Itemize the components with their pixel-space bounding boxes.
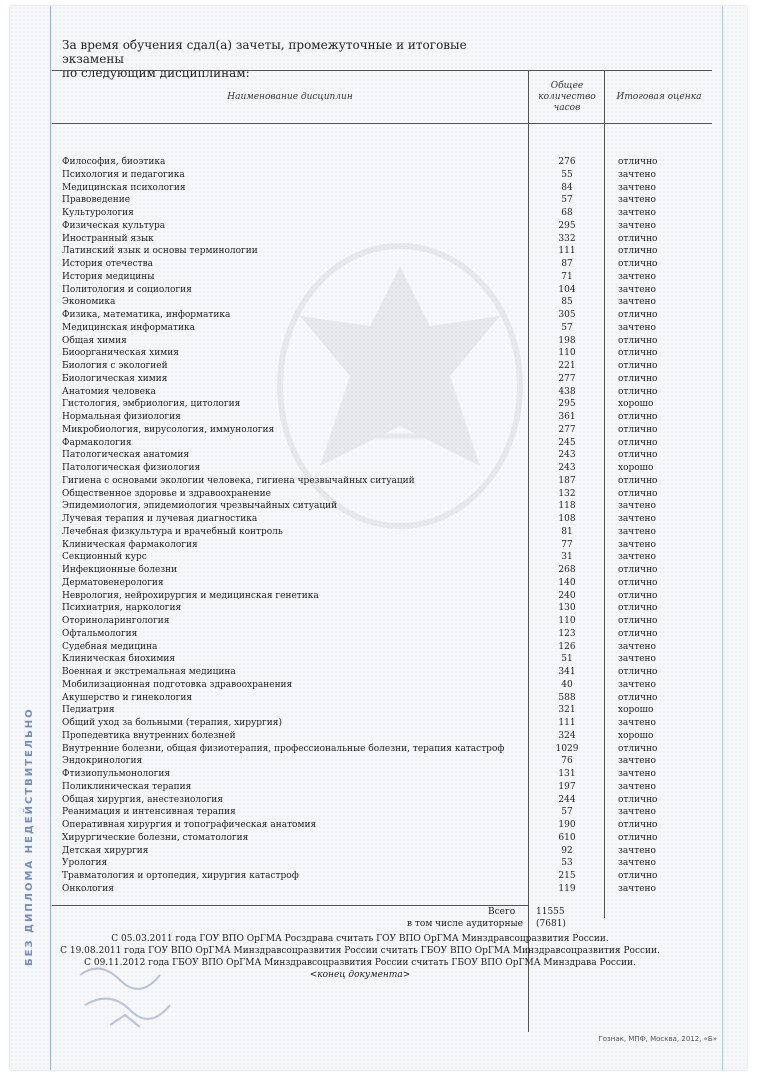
discipline-name: Общий уход за больными (терапия, хирургия): [62, 718, 282, 728]
table-row: [52, 335, 712, 348]
table-row: [52, 475, 712, 488]
auditory-value: (7681): [536, 919, 566, 929]
discipline-name: Патологическая физиология: [62, 463, 201, 473]
note-line-2: С 19.08.2011 года ГОУ ВПО ОрГМА Минздравсоцразвития России считать ГБОУ ВПО ОрГМА Минздравсоцразвития России.: [60, 946, 660, 956]
heading-line-1: За время обучения сдал(а) зачеты, промежуточные и итоговые экзамены: [62, 38, 467, 66]
discipline-grade: отлично: [618, 310, 658, 320]
table-row: [52, 806, 712, 819]
discipline-name: Онкология: [62, 883, 114, 894]
discipline-hours: 57: [561, 322, 573, 333]
discipline-hours: 295: [558, 399, 576, 410]
table-row: [52, 322, 712, 335]
discipline-name: Медицинская психология: [62, 182, 186, 193]
discipline-hours: 130: [558, 603, 576, 614]
discipline-hours: 53: [561, 858, 573, 869]
discipline-name: Урология: [62, 858, 108, 869]
discipline-hours: 198: [558, 335, 576, 346]
discipline-hours: 197: [558, 781, 576, 792]
table-row: [52, 768, 712, 781]
discipline-hours: 51: [561, 654, 573, 665]
discipline-hours: 110: [558, 348, 576, 359]
table-row: [52, 526, 712, 539]
table-row: [52, 182, 712, 195]
discipline-name: Латинский язык и основы терминологии: [62, 246, 258, 257]
discipline-hours: 588: [558, 692, 576, 703]
discipline-name: Общая химия: [62, 335, 127, 346]
table-bottom-line: [52, 905, 528, 906]
discipline-hours: 221: [558, 361, 576, 371]
discipline-name: Микробиология, вирусология, иммунология: [62, 424, 275, 435]
discipline-hours: 277: [558, 373, 576, 384]
discipline-name: Мобилизационная подготовка здравоохранения: [62, 679, 293, 690]
discipline-grade: зачтено: [618, 769, 656, 779]
discipline-grade: отлично: [618, 820, 658, 830]
table-row: [52, 245, 712, 258]
discipline-name: Акушерство и гинекология: [62, 692, 193, 703]
discipline-hours: 31: [561, 552, 573, 563]
table-row: [52, 398, 712, 411]
discipline-name: Гигиена с основами экологии человека, гигиена чрезвычайных ситуаций: [62, 475, 415, 486]
table-row: [52, 819, 712, 832]
discipline-grade: хорошо: [618, 463, 654, 473]
table-row: [52, 870, 712, 883]
table-row: [52, 551, 712, 564]
table-row: [52, 500, 712, 513]
discipline-hours: 1029: [555, 743, 579, 754]
discipline-hours: 118: [558, 501, 576, 512]
discipline-grade: зачтено: [618, 182, 656, 193]
discipline-hours: 68: [561, 208, 573, 218]
discipline-grade: зачтено: [618, 679, 656, 690]
discipline-grade: отлично: [618, 412, 658, 422]
table-row: [52, 577, 712, 590]
table-row: [52, 411, 712, 424]
discipline-grade: зачтено: [618, 501, 656, 512]
discipline-name: Судебная медицина: [62, 641, 158, 652]
table-row: [52, 755, 712, 768]
discipline-hours: 245: [558, 437, 576, 448]
discipline-grade: зачтено: [618, 195, 656, 206]
discipline-name: Клиническая фармакология: [62, 539, 198, 550]
discipline-grade: зачтено: [618, 807, 656, 818]
discipline-hours: 119: [558, 883, 576, 894]
discipline-grade: отлично: [618, 361, 658, 371]
column-header-name: Наименование дисциплин: [227, 91, 353, 102]
discipline-hours: 81: [561, 526, 573, 537]
table-row: [52, 692, 712, 705]
table-body: [52, 156, 712, 896]
discipline-grade: отлично: [618, 667, 658, 677]
table-row: [52, 730, 712, 743]
table-row: [52, 194, 712, 207]
discipline-name: Оперативная хирургия и топографическая анатомия: [62, 820, 317, 830]
discipline-hours: 243: [558, 463, 576, 473]
table-row: [52, 653, 712, 666]
end-of-document: <конец документа>: [309, 970, 411, 980]
table-row: [52, 271, 712, 284]
table-row: [52, 743, 712, 756]
discipline-grade: отлично: [618, 335, 658, 346]
discipline-name: Поликлиническая терапия: [62, 781, 192, 792]
table-row: [52, 449, 712, 462]
discipline-hours: 76: [561, 756, 573, 767]
discipline-name: Физическая культура: [62, 220, 166, 231]
discipline-name: Травматология и ортопедия, хирургия катастроф: [62, 871, 299, 881]
discipline-hours: 321: [558, 705, 576, 716]
discipline-hours: 187: [558, 475, 576, 486]
discipline-name: Эндокринология: [62, 756, 143, 767]
discipline-grade: зачтено: [618, 514, 656, 524]
discipline-grade: зачтено: [618, 552, 656, 563]
total-label: Всего: [488, 907, 516, 917]
discipline-grade: зачтено: [618, 271, 656, 282]
table-row: [52, 207, 712, 220]
discipline-hours: 215: [558, 871, 576, 881]
discipline-grade: отлично: [618, 577, 658, 588]
discipline-name: Внутренние болезни, общая физиотерапия, профессиональные болезни, терапия катастроф: [62, 743, 505, 754]
discipline-hours: 132: [558, 488, 576, 499]
table-row: [52, 857, 712, 870]
discipline-name: Общая хирургия, анестезиология: [62, 794, 223, 805]
discipline-name: Хирургические болезни, стоматология: [62, 832, 249, 843]
discipline-name: Лучевая терапия и лучевая диагностика: [62, 514, 258, 524]
side-strip-text: БЕЗ ДИПЛОМА НЕДЕЙСТВИТЕЛЬНО: [24, 707, 35, 966]
table-row: [52, 233, 712, 246]
discipline-name: Психиатрия, наркология: [62, 603, 182, 614]
table-row: [52, 156, 712, 169]
discipline-grade: отлично: [618, 871, 658, 881]
discipline-hours: 610: [558, 832, 576, 843]
table-row: [52, 781, 712, 794]
discipline-name: Дерматовенерология: [62, 577, 164, 588]
discipline-hours: 324: [558, 730, 576, 741]
right-security-strip: [722, 6, 733, 1070]
discipline-grade: зачтено: [618, 756, 656, 767]
discipline-name: Неврология, нейрохирургия и медицинская генетика: [62, 590, 319, 601]
discipline-hours: 305: [558, 310, 576, 320]
discipline-hours: 243: [558, 450, 576, 461]
table-row: [52, 258, 712, 271]
discipline-grade: отлично: [618, 246, 658, 257]
table-row: [52, 488, 712, 501]
table-row: [52, 424, 712, 437]
discipline-grade: зачтено: [618, 220, 656, 231]
discipline-grade: зачтено: [618, 284, 656, 295]
discipline-grade: хорошо: [618, 399, 654, 410]
table-row: [52, 564, 712, 577]
discipline-grade: зачтено: [618, 858, 656, 869]
discipline-hours: 111: [558, 718, 576, 728]
discipline-grade: отлично: [618, 565, 658, 575]
table-row: [52, 832, 712, 845]
discipline-name: Психология и педагогика: [62, 169, 185, 180]
left-security-strip: [36, 6, 51, 1070]
discipline-grade: отлично: [618, 743, 658, 754]
discipline-grade: отлично: [618, 603, 658, 614]
discipline-grade: зачтено: [618, 297, 656, 308]
table-row: [52, 360, 712, 373]
discipline-hours: 110: [558, 616, 576, 626]
discipline-name: Детская хирургия: [62, 845, 149, 856]
discipline-name: Лечебная физкультура и врачебный контроль: [62, 526, 283, 537]
discipline-grade: отлично: [618, 628, 658, 639]
total-value: 11555: [536, 907, 565, 917]
table-row: [52, 883, 712, 896]
discipline-name: Философия, биоэтика: [62, 157, 166, 167]
discipline-hours: 438: [558, 386, 576, 397]
discipline-grade: зачтено: [618, 883, 656, 894]
discipline-hours: 108: [558, 514, 576, 524]
discipline-grade: отлично: [618, 373, 658, 384]
discipline-hours: 126: [558, 641, 576, 652]
discipline-name: Иностранный язык: [62, 233, 154, 244]
auditory-label: в том числе аудиторные: [407, 919, 523, 929]
discipline-name: Эпидемиология, эпидемиология чрезвычайных ситуаций: [62, 501, 338, 512]
discipline-grade: отлично: [618, 450, 658, 461]
discipline-grade: зачтено: [618, 169, 656, 180]
note-line-1: С 05.03.2011 года ГОУ ВПО ОрГМА Росздрава считать ГОУ ВПО ОрГМА Минздравсоцразвития России.: [111, 934, 609, 944]
table-row: [52, 666, 712, 679]
discipline-grade: зачтено: [618, 718, 656, 728]
discipline-hours: 85: [561, 297, 573, 308]
discipline-grade: зачтено: [618, 781, 656, 792]
table-row: [52, 717, 712, 730]
table-row: [52, 169, 712, 182]
table-row: [52, 513, 712, 526]
table-row: [52, 845, 712, 858]
table-row: [52, 437, 712, 450]
discipline-grade: отлично: [618, 475, 658, 486]
discipline-hours: 84: [561, 182, 573, 193]
table-row: [52, 602, 712, 615]
discipline-name: Физика, математика, информатика: [62, 310, 231, 320]
discipline-grade: отлично: [618, 832, 658, 843]
discipline-grade: зачтено: [618, 208, 656, 218]
discipline-name: Офтальмология: [62, 628, 138, 639]
discipline-name: Военная и экстремальная медицина: [62, 667, 236, 677]
discipline-name: Реанимация и интенсивная терапия: [62, 807, 236, 818]
table-row: [52, 679, 712, 692]
table-row: [52, 704, 712, 717]
heading-line-2: по следующим дисциплинам:: [62, 66, 250, 80]
discipline-hours: 92: [561, 845, 573, 856]
discipline-grade: отлично: [618, 424, 658, 435]
table-row: [52, 220, 712, 233]
discipline-hours: 57: [561, 807, 573, 818]
discipline-name: Оториноларингология: [62, 616, 170, 626]
discipline-hours: 190: [558, 820, 576, 830]
table-header-row: [52, 70, 712, 124]
discipline-grade: зачтено: [618, 526, 656, 537]
discipline-grade: отлично: [618, 386, 658, 397]
discipline-hours: 104: [558, 284, 576, 295]
table-row: [52, 296, 712, 309]
discipline-grade: отлично: [618, 692, 658, 703]
discipline-name: Клиническая биохимия: [62, 654, 176, 665]
table-row: [52, 373, 712, 386]
discipline-grade: отлично: [618, 233, 658, 244]
discipline-hours: 77: [561, 539, 573, 550]
discipline-hours: 131: [558, 769, 576, 779]
discipline-hours: 268: [558, 565, 576, 575]
discipline-grade: хорошо: [618, 730, 654, 741]
discipline-grade: отлично: [618, 157, 658, 167]
column-header-grade: Итоговая оценка: [604, 71, 713, 123]
discipline-grade: отлично: [618, 794, 658, 805]
discipline-name: Экономика: [62, 297, 116, 308]
discipline-name: Биология с экологией: [62, 361, 168, 371]
discipline-grade: отлично: [618, 488, 658, 499]
discipline-hours: 244: [558, 794, 576, 805]
discipline-grade: зачтено: [618, 539, 656, 550]
discipline-grade: отлично: [618, 259, 658, 269]
footer-imprint: Гознак, МПФ, Москва, 2012, «Б»: [598, 1035, 717, 1043]
discipline-grade: зачтено: [618, 322, 656, 333]
discipline-name: Патологическая анатомия: [62, 450, 190, 461]
discipline-hours: 55: [561, 169, 573, 180]
table-row: [52, 309, 712, 322]
discipline-hours: 57: [561, 195, 573, 206]
discipline-grade: зачтено: [618, 654, 656, 665]
discipline-grade: зачтено: [618, 641, 656, 652]
discipline-name: Секционный курс: [62, 552, 147, 563]
discipline-name: Фармакология: [62, 437, 132, 448]
discipline-name: Медицинская информатика: [62, 322, 195, 333]
discipline-name: Биологическая химия: [62, 373, 168, 384]
discipline-name: История отечества: [62, 259, 154, 269]
discipline-name: Фтизиопульмонология: [62, 769, 171, 779]
discipline-hours: 40: [561, 679, 573, 690]
note-line-3: С 09.11.2012 года ГБОУ ВПО ОрГМА Минздравсоцразвития России считать ГБОУ ВПО ОрГМА Минздрава России.: [84, 958, 636, 968]
discipline-name: Педиатрия: [62, 705, 115, 716]
column-header-hours: Общее количество часов: [528, 71, 605, 123]
discipline-name: Анатомия человека: [62, 386, 156, 397]
discipline-name: Общественное здоровье и здравоохранение: [62, 488, 271, 499]
discipline-hours: 332: [558, 233, 576, 244]
ink-stamp-mark-icon: [70, 955, 180, 1035]
discipline-grade: хорошо: [618, 705, 654, 716]
discipline-name: Пропедевтика внутренних болезней: [62, 730, 236, 741]
table-row: [52, 615, 712, 628]
discipline-hours: 240: [558, 590, 576, 601]
discipline-name: Культурология: [62, 208, 134, 218]
discipline-hours: 140: [558, 577, 576, 588]
discipline-name: Нормальная физиология: [62, 412, 181, 422]
discipline-hours: 277: [558, 424, 576, 435]
discipline-hours: 276: [558, 157, 576, 167]
discipline-name: Гистология, эмбриология, цитология: [62, 399, 241, 410]
discipline-hours: 295: [558, 220, 576, 231]
discipline-name: Правоведение: [62, 195, 131, 206]
table-row: [52, 628, 712, 641]
discipline-name: История медицины: [62, 271, 155, 282]
discipline-hours: 71: [561, 271, 573, 282]
discipline-name: Политология и социология: [62, 284, 192, 295]
discipline-hours: 341: [558, 667, 576, 677]
discipline-grade: отлично: [618, 348, 658, 359]
discipline-hours: 123: [558, 628, 576, 639]
discipline-grade: отлично: [618, 437, 658, 448]
table-row: [52, 462, 712, 475]
table-row: [52, 590, 712, 603]
discipline-grade: отлично: [618, 590, 658, 601]
discipline-name: Биоорганическая химия: [62, 348, 179, 359]
table-row: [52, 284, 712, 297]
discipline-hours: 361: [558, 412, 576, 422]
table-row: [52, 347, 712, 360]
discipline-grade: зачтено: [618, 845, 656, 856]
table-row: [52, 794, 712, 807]
table-row: [52, 641, 712, 654]
discipline-name: Инфекционные болезни: [62, 565, 178, 575]
discipline-hours: 87: [561, 259, 573, 269]
table-row: [52, 539, 712, 552]
discipline-grade: отлично: [618, 616, 658, 626]
discipline-hours: 111: [558, 246, 576, 257]
table-row: [52, 386, 712, 399]
